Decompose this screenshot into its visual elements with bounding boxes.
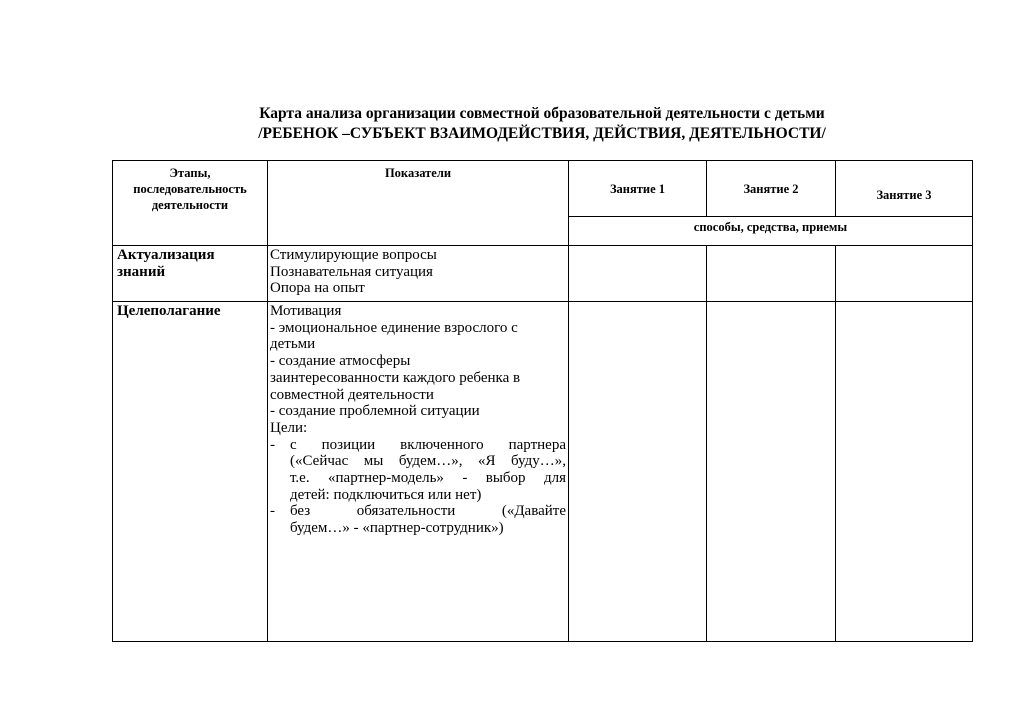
indicators-cell [268,246,569,302]
indicator-item: Познавательная ситуация [270,263,433,280]
header-indicators-label: Показатели [384,166,452,180]
stage-cell [113,246,268,302]
indicators-cell [268,302,569,642]
goal-line: с позиции включенного партнера [290,436,566,453]
indicator-item: совместной деятельности [270,386,434,403]
goal-line: без обязательности («Давайте [290,503,566,520]
indicator-item: - создание атмосферы [270,353,411,370]
header-lesson-2 [707,161,836,217]
goal-item [270,503,566,536]
document-title [112,104,972,144]
indicator-item: Мотивация [270,303,342,319]
indicator-item: Стимулирующие вопросы [270,247,437,263]
lesson-3-cell [836,302,973,642]
header-lesson-1 [569,161,707,217]
goal-line: детей: подключиться или нет) [290,486,482,503]
goal-dash: - [270,503,275,520]
header-stages-line: последовательность [133,182,247,196]
stage-label: Актуализация [117,247,215,263]
indicator-item: - эмоциональное единение взрослого с [270,319,518,336]
header-stages-line: Этапы, [169,166,211,180]
title-line-1: Карта анализа организации совместной образовательной деятельности с детьми [259,105,825,122]
header-methods [569,217,973,246]
goal-text [290,437,566,504]
indicator-item: Опора на опыт [270,280,365,297]
header-lesson-3 [836,161,973,217]
goal-item [270,437,566,504]
lesson-2-cell [707,302,836,642]
lesson-1-cell [569,246,707,302]
stage-label: знаний [117,264,166,280]
indicator-item: детьми [270,336,316,353]
goal-text [290,503,566,536]
header-indicators [268,161,569,246]
goal-line: будем…» - «партнер-сотрудник») [290,520,504,537]
title-line-2: /РЕБЕНОК –СУБЪЕКТ ВЗАИМОДЕЙСТВИЯ, ДЕЙСТВИЯ, ДЕЯТЕЛЬНОСТИ/ [258,125,826,142]
analysis-table [112,160,973,642]
goal-line: т.е. «партнер-модель» - выбор для [290,470,566,487]
header-stages [113,161,268,246]
header-lesson-1-label: Занятие 1 [609,181,666,196]
header-methods-label: способы, средства, приемы [693,220,848,234]
indicator-item: - создание проблемной ситуации [270,403,480,420]
lesson-2-cell [707,246,836,302]
indicator-item: заинтересованности каждого ребенка в [270,369,521,386]
header-stages-line: деятельности [151,198,229,212]
header-lesson-2-label: Занятие 2 [743,181,799,196]
stage-cell [113,302,268,642]
goal-line: («Сейчас мы будем…», «Я буду…», [290,453,566,470]
lesson-3-cell [836,246,973,302]
header-lesson-3-label: Занятие 3 [876,188,932,202]
indicator-item: Цели: [270,419,308,436]
goal-dash: - [270,436,275,453]
lesson-1-cell [569,302,707,642]
stage-label: Целеполагание [117,303,221,319]
